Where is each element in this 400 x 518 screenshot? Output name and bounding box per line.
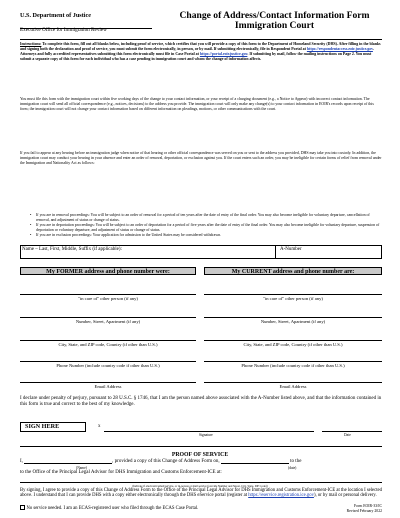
current-phone-field[interactable] (204, 361, 382, 362)
header-divider (20, 39, 382, 40)
proof-agreement-text (20, 488, 382, 499)
proof-date-caption: (date) (288, 466, 297, 470)
proof-of-service-title: PROOF OF SERVICE (171, 452, 229, 458)
filing-paragraph: You must file this form with the immigration court within five working days of the change to your contact information, or your receipt of a charging document (e.g., a Notice to Appear) with incorrect contact information. The immigration court will send all official correspondence (e.g., notices, decisions) to the address you provide. The immigration court will only make any change(s) to your contact information in EOIR's records upon receipt of this form; the immigration court will not change your contact information based on different information on pleadings, motions, or other communications with the court. (20, 97, 374, 111)
current-care-of-label: "in care of" other person (if any) (263, 296, 323, 301)
current-city-field[interactable] (204, 340, 382, 341)
instructions-lead: Instructions: (20, 42, 42, 46)
office-underline (20, 28, 152, 29)
failure-paragraph: If you fail to appear at any hearing before an immigration judge when notice of that hearing or other official correspondence was served on you or sent to the address you provided, DHS may take you into custody. In addition, the immigration court may conduct your hearing in your absence and enter an order of removal, deportation, or exclusion against you. If the court enters such an order, you may be ineligible for certain forms of relief from removal under the Immigration and Nationality Act as follows: (20, 151, 382, 165)
signature-field-1[interactable] (104, 431, 314, 432)
list-item: • If you are in deportation proceedings: You will be subject to an order of deportation for a period of five years after the date of entry of the final order. You may also become ineligible for voluntary departure, suspension of deportation or voluntary departure, and adjustment of status or change of status. (30, 223, 382, 233)
sign-here-button-1[interactable]: SIGN HERE (20, 422, 86, 432)
proof-provided-text: , provided a copy of this Change of Address Form on, (112, 459, 220, 464)
current-address-heading: My CURRENT address and phone number are: (204, 267, 382, 275)
proof-line-1 (20, 459, 382, 464)
no-service-label: No service needed. I am an ECAS-registered user who filed through the ECAS Case Portal. (26, 506, 199, 511)
former-street-field[interactable] (20, 317, 196, 318)
former-phone-label: Phone Number (include country code if other than U.S.) (56, 363, 160, 368)
former-city-label: City, State, and ZIP code, Country (if other than U.S.) (58, 342, 158, 347)
revision-date: Revised February 2022 (346, 508, 382, 513)
current-phone-label: Phone Number (include country code if other than U.S.) (241, 363, 345, 368)
no-service-row[interactable] (20, 505, 382, 511)
proof-agreement-b: ), or by mail or personal delivery. (313, 493, 377, 499)
current-email-field[interactable] (204, 382, 382, 383)
instructions-text-3: . If submitting by mail, follow the mailing instructions on Page 2. You must submit a separate copy of this form for each individual who has a case pending in immigration court and whom the change of information affects. (20, 51, 372, 61)
instructions-text-2: . Attorneys and fully accredited representatives submitting this form electronically must file in Case Portal at (20, 46, 374, 56)
no-service-checkbox[interactable] (20, 505, 25, 510)
office-name: Executive Office for Immigration Review (20, 27, 107, 33)
former-email-field[interactable] (20, 382, 196, 383)
current-email-label: Email Address (279, 384, 307, 389)
signature-caption: Signature (199, 433, 213, 437)
consequence-list (30, 213, 382, 238)
former-email-label: Email Address (94, 384, 122, 389)
anumber-field[interactable]: A-Number (280, 247, 302, 252)
list-item: • If you are in removal proceedings: You will be subject to an order of removal for a period of ten years after the date of entry of the final order. You may also become ineligible for voluntary departure, cancellation of removal, and adjustment of status or change of status. (30, 213, 382, 223)
proof-i-label: I, (20, 459, 23, 464)
former-city-field[interactable] (20, 340, 196, 341)
form-title-block (167, 11, 382, 31)
date-caption: Date (344, 433, 351, 437)
list-item: • If you are in exclusion proceedings: Your application for admission to the United States may be considered withdrawn. (30, 233, 382, 238)
former-street-label: Number, Street, Apartment (if any) (75, 319, 141, 324)
former-care-of-field[interactable] (20, 294, 196, 295)
former-care-of-label: "in care of" other person (if any) (78, 296, 138, 301)
current-care-of-field[interactable] (204, 294, 382, 295)
case-portal-link[interactable]: https://portal.eoir.justice.gov (199, 51, 248, 56)
form-number: Form EOIR-33/IC (354, 504, 382, 508)
proof-name-caption: (Name) (76, 466, 87, 470)
current-street-label: Number, Street, Apartment (if any) (260, 319, 326, 324)
proof-to-the-text: to the (290, 459, 302, 464)
declaration-text: I declare under penalty of perjury, pursuant to 28 U.S.C. § 1746, that I am the person named above associated with the A-Number listed above, and that the information contained in this form is true and correct to the best of my knowledge. (20, 396, 382, 408)
current-city-label: City, State, and ZIP code, Country (if other than U.S.) (243, 342, 343, 347)
proof-date-field[interactable] (221, 459, 289, 464)
proof-agreement-a: By signing, I agree to provide a copy of this Change of Address Form to the Office of the Principal Legal Advisor for DHS Immigration and Customs Enforcement-ICE at the location I selected above. I understand that I can provide DHS with a copy either electronically through the DHS eService portal (register at (20, 488, 382, 499)
proof-method-field[interactable] (20, 482, 382, 483)
proof-line-2: to the Office of the Principal Legal Advisor for DHS Immigration and Customs Enforcement-ICE at: (20, 470, 222, 475)
form-subtitle: Immigration Court (234, 20, 315, 31)
header-left (20, 12, 107, 33)
instructions-text: To complete this form, fill out all blanks below, including proof of service, which certifies that you will provide a copy of this form to the Department of Homeland Security (DHS). After filling in the blanks and signing both the declaration and proof of service, you must submit the form electronically, in person, or by mail. If submitting electronically, file in Respondent Portal at (20, 42, 381, 51)
date-field-1[interactable] (322, 431, 382, 432)
former-address-heading: My FORMER address and phone number were: (20, 267, 196, 275)
proof-name-field[interactable] (24, 459, 112, 464)
eservice-link[interactable]: https://eservice.registration.ice.gov (248, 493, 314, 499)
respondent-portal-link[interactable]: https://respondentaccess.eoir.justice.gov (306, 46, 373, 51)
instructions (20, 42, 382, 62)
name-field[interactable]: Name – Last, First, Middle, Suffix (if applicable): (22, 247, 122, 252)
sign-x-1: x (98, 424, 101, 429)
proof-method-caption: (Indicate if electronic/email service, or in-person or mail service (provide Number and Street, City, State, ZIP Code)) (132, 484, 268, 488)
proof-divider (20, 446, 382, 447)
form-title: Change of Address/Contact Information Form (179, 10, 370, 21)
agency-name: U.S. Department of Justice (20, 12, 91, 19)
current-street-field[interactable] (204, 317, 382, 318)
former-phone-field[interactable] (20, 361, 196, 362)
form-footer (347, 504, 382, 514)
name-anumber-divider (275, 245, 276, 259)
